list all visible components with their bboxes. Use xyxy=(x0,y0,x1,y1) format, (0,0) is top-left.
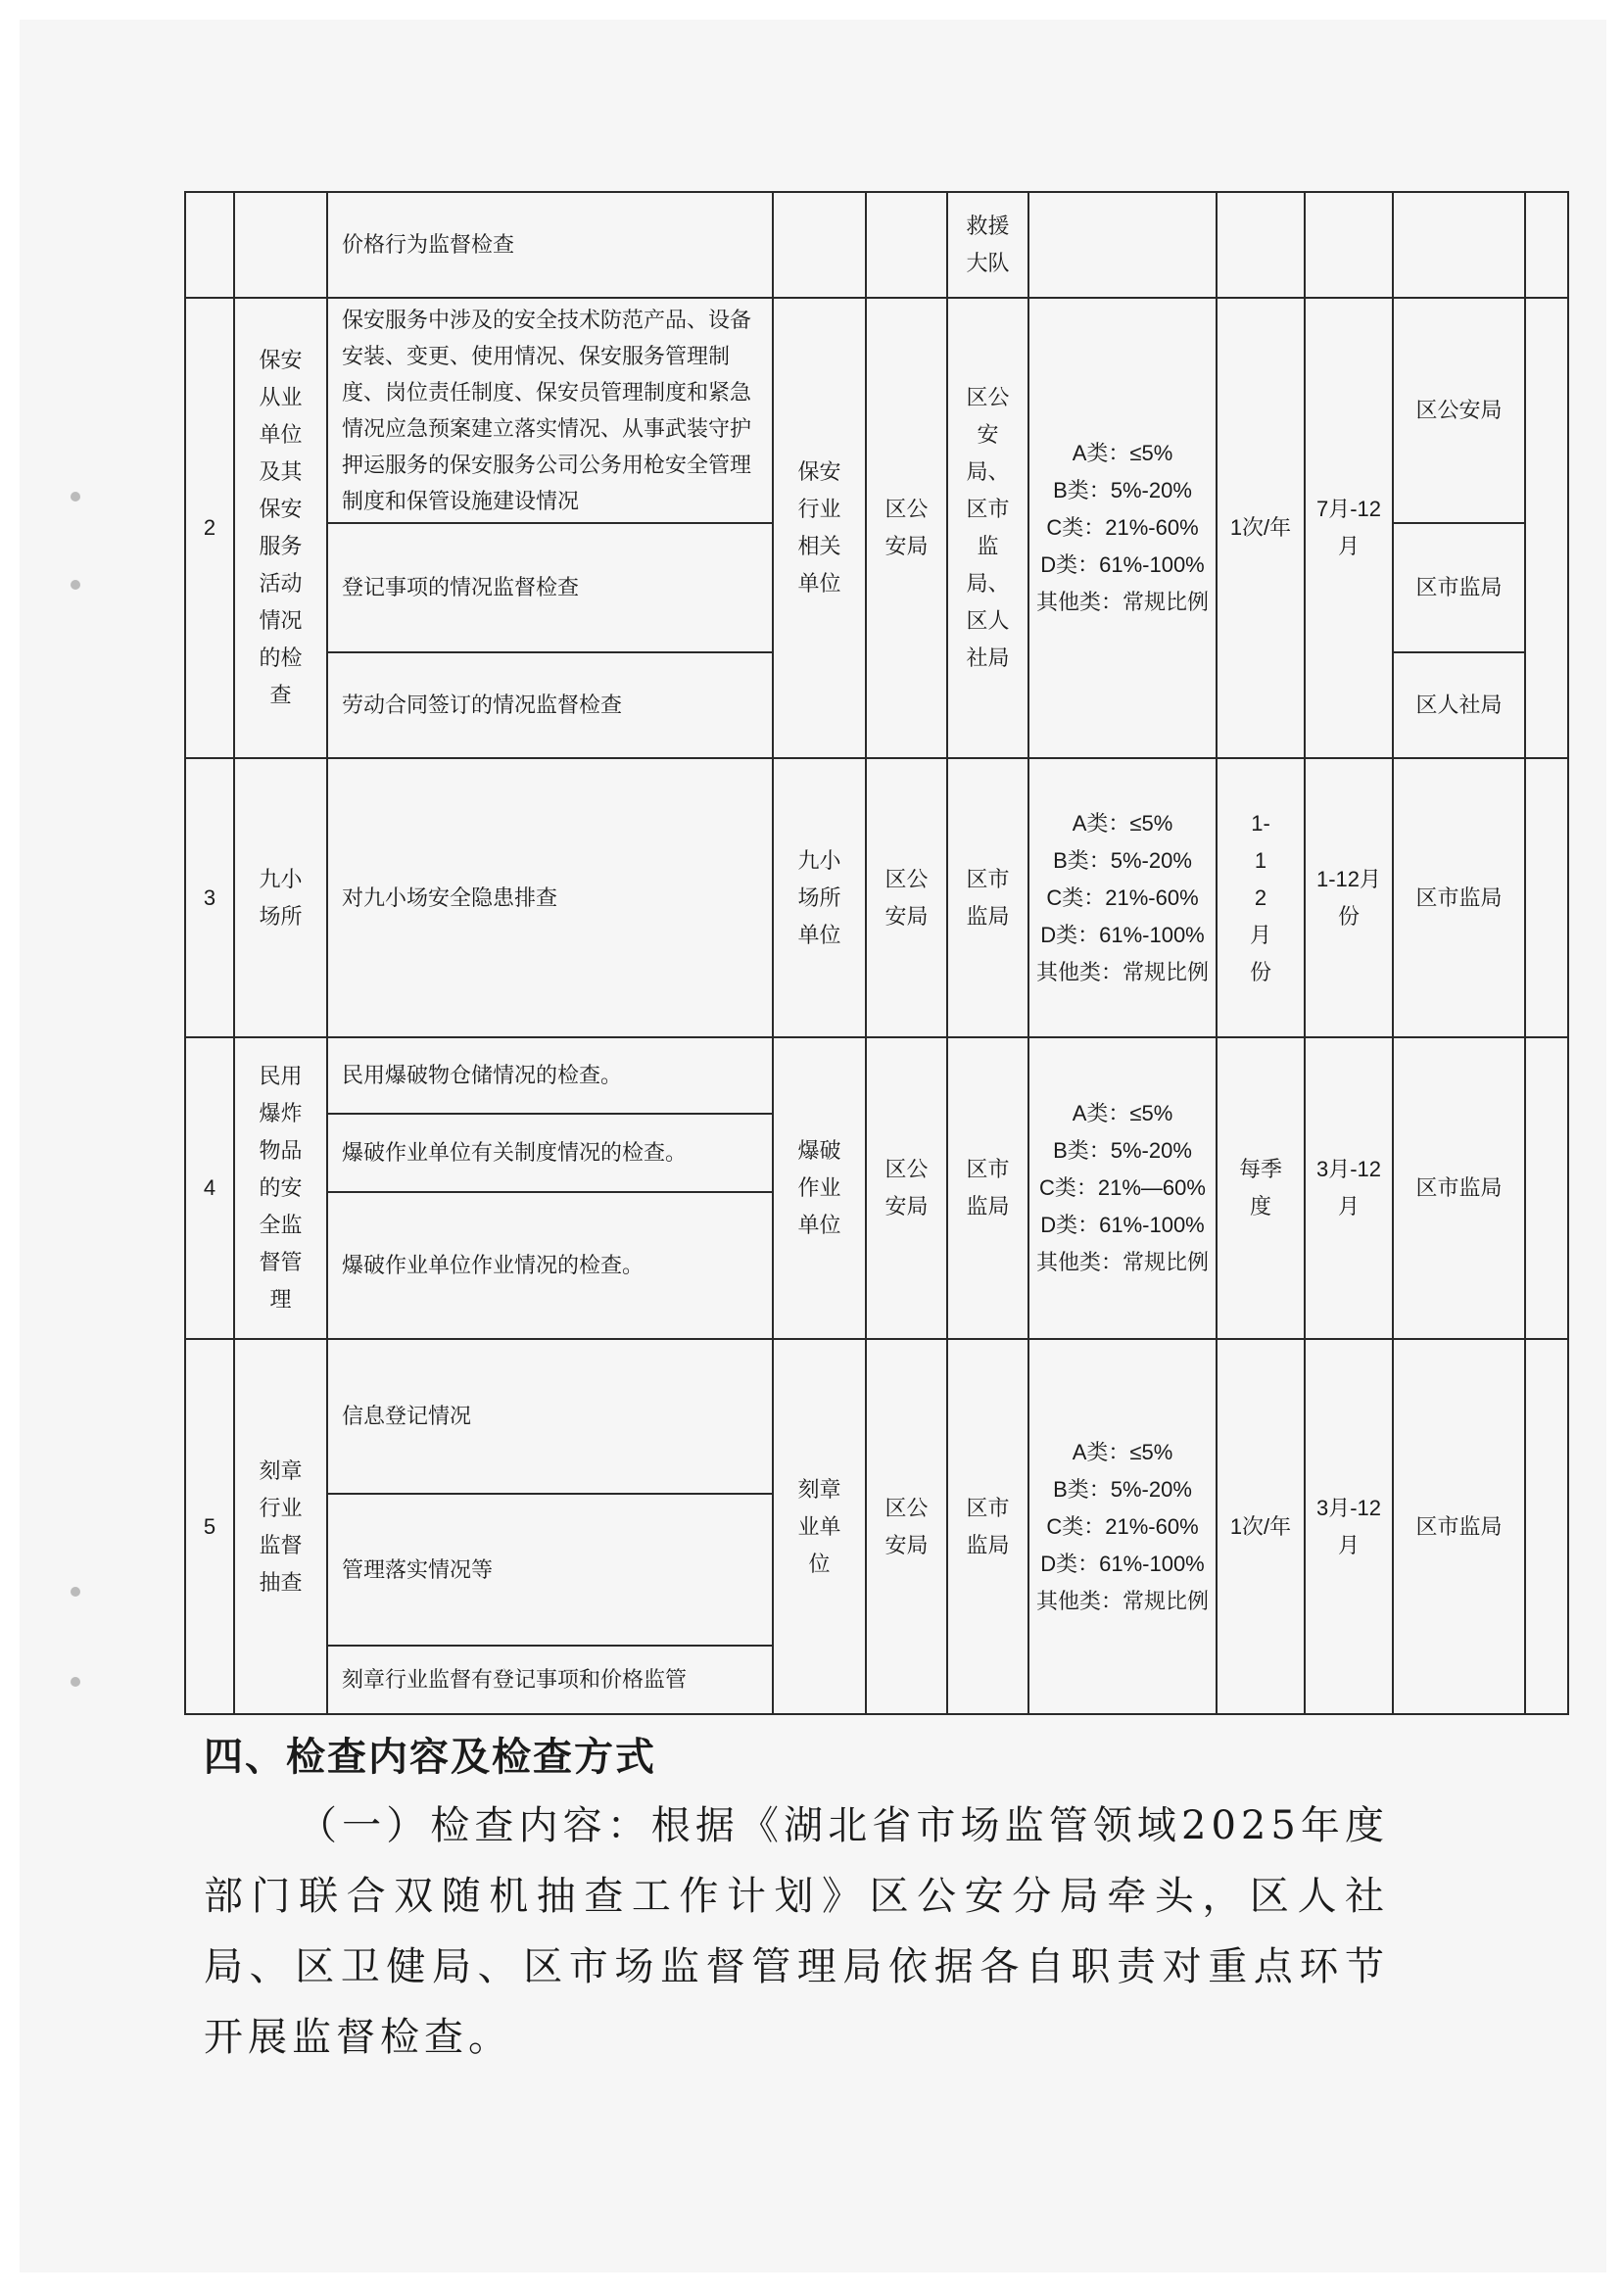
ratio-line: C类：21%—60% xyxy=(1039,1175,1206,1200)
cell-item: 信息登记情况 xyxy=(327,1339,773,1494)
lead-dept: 区公安局 xyxy=(884,1157,929,1219)
ratio-line: B类：5%-20% xyxy=(1053,1476,1192,1502)
cell-item: 刻章行业监督有登记事项和价格监管 xyxy=(327,1646,773,1714)
table-row xyxy=(185,1339,1568,1494)
table-row xyxy=(185,192,1568,298)
item-name: 民用爆炸物品的安全监督管理 xyxy=(259,1064,303,1312)
cell-frequency xyxy=(1217,192,1305,298)
cell-ratio xyxy=(1028,758,1217,1037)
cell-extra xyxy=(1525,758,1568,1037)
cell-period xyxy=(1305,1339,1393,1714)
cell-extra xyxy=(1525,1037,1568,1339)
cell-item: 保安服务中涉及的安全技术防范产品、设备安装、变更、使用情况、保安服务管理制度、岗位责任制度、保安员管理制度和紧急情况应急预案建立落实情况、从事武装守护押运服务的保安服务公司公务用枪安全管理制度和保管设施建设情况 xyxy=(327,298,773,523)
binder-hole-mark xyxy=(71,1677,80,1687)
cell-dept: 区市监局 xyxy=(1393,523,1525,652)
cell-lead xyxy=(866,192,947,298)
ratio-line: D类：61%-100% xyxy=(1040,1213,1205,1237)
cell-object xyxy=(773,1339,866,1714)
cell-lead xyxy=(866,298,947,758)
cell-extra xyxy=(1525,298,1568,758)
ratio-line: A类：≤5% xyxy=(1072,1101,1173,1125)
ratio-line: A类：≤5% xyxy=(1072,441,1173,465)
frequency: 每季度 xyxy=(1238,1157,1282,1219)
item-name: 九小场所 xyxy=(259,866,303,929)
ratio-line: D类：61%-100% xyxy=(1040,552,1205,577)
joint-dept: 区市监局 xyxy=(966,1157,1010,1219)
joint-dept: 区市监局 xyxy=(966,866,1010,929)
binder-hole-mark xyxy=(71,1587,80,1597)
cell-name xyxy=(234,1037,327,1339)
joint-dept: 救援大队 xyxy=(966,214,1010,275)
cell-dept: 区市监局 xyxy=(1393,758,1525,1037)
section-paragraph: （一）检查内容：根据《湖北省市场监管领域2025年度部门联合双随机抽查工作计划》区公安分局牵头，区人社局、区卫健局、区市场监督管理局依据各自职责对重点环节开展监督检查。 xyxy=(204,1803,1389,2060)
ratio-line: D类：61%-100% xyxy=(1040,1551,1205,1576)
cell-item: 爆破作业单位作业情况的检查。 xyxy=(327,1192,773,1339)
cell-period xyxy=(1305,192,1393,298)
cell-no: 3 xyxy=(185,758,234,1037)
cell-object xyxy=(773,758,866,1037)
cell-period xyxy=(1305,298,1393,758)
cell-joint xyxy=(947,298,1028,758)
cell-frequency xyxy=(1217,1339,1305,1714)
joint-dept: 区公安局、区市监局、区人社局 xyxy=(966,385,1010,670)
binder-hole-mark xyxy=(71,580,80,590)
ratio-line: 其他类：常规比例 xyxy=(1035,1588,1209,1613)
ratio-line: 其他类：常规比例 xyxy=(1035,959,1209,984)
ratio-line: C类：21%-60% xyxy=(1046,884,1199,910)
cell-ratio xyxy=(1028,192,1217,298)
frequency: 1-12月份 xyxy=(1249,810,1271,984)
cell-period xyxy=(1305,758,1393,1037)
ratio-line: B类：5%-20% xyxy=(1053,847,1192,873)
ratio-line: C类：21%-60% xyxy=(1046,515,1199,540)
cell-no: 4 xyxy=(185,1037,234,1339)
cell-item: 民用爆破物仓储情况的检查。 xyxy=(327,1037,773,1114)
joint-dept: 区市监局 xyxy=(966,1495,1010,1557)
cell-dept: 区市监局 xyxy=(1393,1037,1525,1339)
cell-joint xyxy=(947,1339,1028,1714)
cell-no: 5 xyxy=(185,1339,234,1714)
period: 7月-12月 xyxy=(1315,497,1382,558)
cell-ratio xyxy=(1028,1339,1217,1714)
cell-item: 登记事项的情况监督检查 xyxy=(327,523,773,652)
cell-item: 对九小场安全隐患排查 xyxy=(327,758,773,1037)
cell-name xyxy=(234,192,327,298)
cell-object xyxy=(773,192,866,298)
cell-dept: 区公安局 xyxy=(1393,298,1525,523)
item-name: 刻章行业监督抽查 xyxy=(259,1458,303,1595)
cell-no xyxy=(185,192,234,298)
period: 1-12月份 xyxy=(1315,866,1382,929)
lead-dept: 区公安局 xyxy=(884,866,929,929)
check-object: 九小场所单位 xyxy=(797,847,841,947)
cell-ratio xyxy=(1028,298,1217,758)
cell-ratio xyxy=(1028,1037,1217,1339)
cell-lead xyxy=(866,1339,947,1714)
check-object: 爆破作业单位 xyxy=(797,1138,841,1237)
cell-frequency xyxy=(1217,1037,1305,1339)
cell-name xyxy=(234,298,327,758)
cell-item: 价格行为监督检查 xyxy=(327,192,773,298)
binder-hole-mark xyxy=(71,492,80,502)
cell-object xyxy=(773,298,866,758)
period: 3月-12月 xyxy=(1315,1157,1382,1219)
table-row xyxy=(185,298,1568,523)
check-object: 刻章业单位 xyxy=(797,1476,841,1576)
ratio-line: A类：≤5% xyxy=(1072,810,1173,836)
period: 3月-12月 xyxy=(1315,1495,1382,1557)
cell-name xyxy=(234,1339,327,1714)
cell-item: 爆破作业单位有关制度情况的检查。 xyxy=(327,1114,773,1192)
ratio-line: B类：5%-20% xyxy=(1053,478,1192,502)
cell-frequency xyxy=(1217,298,1305,758)
cell-joint xyxy=(947,1037,1028,1339)
frequency: 1次/年 xyxy=(1229,515,1292,540)
frequency: 1次/年 xyxy=(1229,1513,1292,1539)
cell-dept: 区人社局 xyxy=(1393,652,1525,758)
ratio-line: B类：5%-20% xyxy=(1053,1138,1192,1163)
cell-object xyxy=(773,1037,866,1339)
cell-dept xyxy=(1393,192,1525,298)
cell-name xyxy=(234,758,327,1037)
ratio-line: 其他类：常规比例 xyxy=(1035,1250,1209,1274)
cell-extra xyxy=(1525,1339,1568,1714)
ratio-line: 其他类：常规比例 xyxy=(1035,590,1209,614)
cell-frequency xyxy=(1217,758,1305,1037)
ratio-line: A类：≤5% xyxy=(1072,1439,1173,1464)
cell-lead xyxy=(866,758,947,1037)
cell-item: 管理落实情况等 xyxy=(327,1494,773,1646)
item-name: 保安从业单位及其保安服务活动情况的检查 xyxy=(259,348,303,707)
cell-extra xyxy=(1525,192,1568,298)
check-object: 保安行业相关单位 xyxy=(797,459,841,596)
cell-period xyxy=(1305,1037,1393,1339)
table-row xyxy=(185,758,1568,1037)
section-heading: 四、检查内容及检查方式 xyxy=(204,1735,656,1780)
ratio-line: D类：61%-100% xyxy=(1040,922,1205,947)
table-row xyxy=(185,1037,1568,1114)
lead-dept: 区公安局 xyxy=(884,1495,929,1557)
cell-item: 劳动合同签订的情况监督检查 xyxy=(327,652,773,758)
ratio-line: C类：21%-60% xyxy=(1046,1513,1199,1539)
cell-lead xyxy=(866,1037,947,1339)
inspection-plan-table xyxy=(184,191,1569,1715)
cell-joint xyxy=(947,758,1028,1037)
cell-joint xyxy=(947,192,1028,298)
cell-no: 2 xyxy=(185,298,234,758)
lead-dept: 区公安局 xyxy=(884,497,929,558)
cell-dept: 区市监局 xyxy=(1393,1339,1525,1714)
